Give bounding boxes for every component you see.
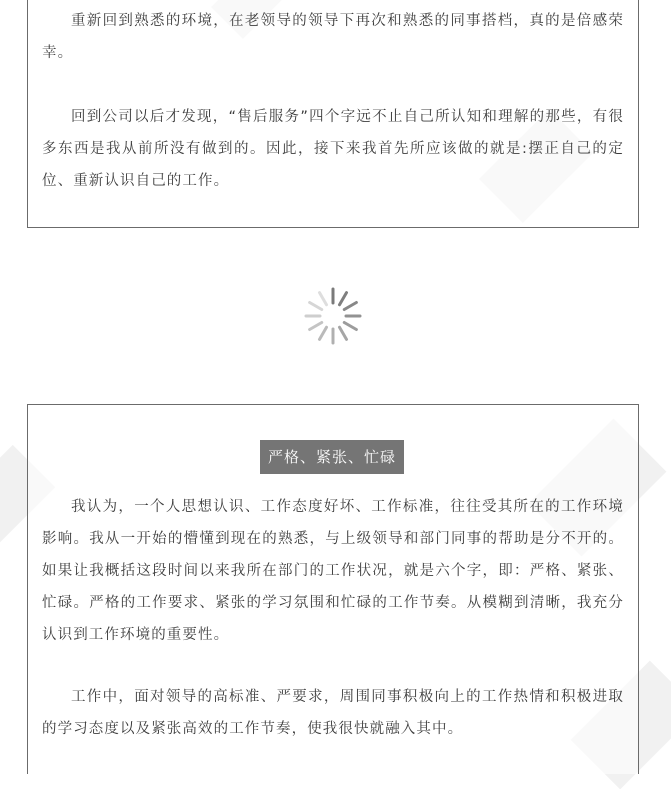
paragraph: 重新回到熟悉的环境，在老领导的领导下再次和熟悉的同事搭档，真的是倍感荣幸。 — [42, 13, 624, 61]
paragraph: 回到公司以后才发现，“售后服务”四个字远不止自己所认知和理解的那些，有很多东西是我从前所没有做到的。因此，接下来我首先所应该做的就是:摆正自己的定位、重新认识自己的工作。 — [42, 109, 624, 189]
paragraph: 工作中，面对领导的高标准、严要求，周围同事积极向上的工作热情和积极进取的学习态度以及紧张高效的工作节奏，使我很快就融入其中。 — [42, 689, 624, 737]
paragraph: 我认为，一个人思想认识、工作态度好坏、工作标准，往往受其所在的工作环境影响。我从一开始的懵懂到现在的熟悉，与上级领导和部门同事的帮助是分不开的。如果让我概括这段时间以来我所在部门的工作状况，就是六个字，即：严格、紧张、忙碌。严格的工作要求、紧张的学习氛围和忙碌的工作节奏。从模糊到清晰，我充分认识到工作环境的重要性。 — [42, 499, 624, 643]
section-heading: 严格、紧张、忙碌 — [260, 440, 404, 474]
loading-spinner-graphic — [303, 286, 363, 346]
loading-spinner-icon — [303, 286, 363, 346]
text-card-top — [27, 0, 639, 228]
text-card-bottom — [27, 404, 639, 774]
